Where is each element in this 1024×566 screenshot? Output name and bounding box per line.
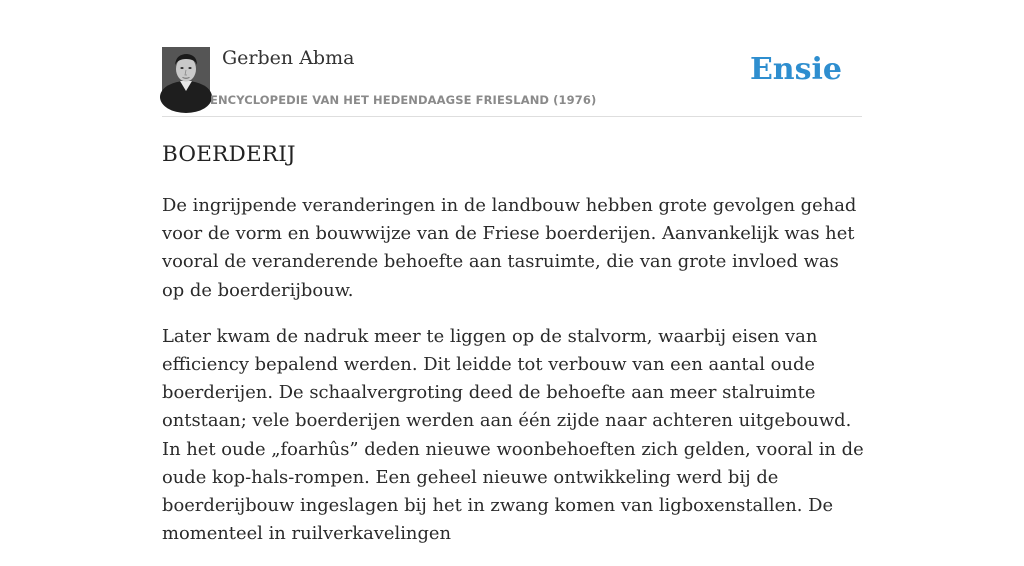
- article-header: [162, 46, 862, 117]
- article-paragraph: Later kwam de nadruk meer te liggen op de stalvorm, waarbij eisen van efficiency bepalend werden. Dit leidde tot verbouw van een aantal oude boerderijen. De schaalvergroting deed de behoefte aan meer stalruimte ontstaan; vele boerderijen werden aan één zijde naar achteren uitgebouwd. In het oude „foarhûs” deden nieuwe woonbehoeften zich gelden, vooral in de oude kop-hals-rompen. Een geheel nieuwe ontwikkeling werd bij de boerderijbouw ingeslagen bij het in zwang komen van ligboxenstallen. De momenteel in ruilverkavelingen: [162, 325, 864, 545]
- source-title[interactable]: ENCYCLOPEDIE VAN HET HEDENDAAGSE FRIESLAND (1976): [210, 93, 597, 107]
- ensie-logo[interactable]: Ensie: [749, 52, 842, 87]
- author-portrait-icon: [162, 47, 210, 95]
- author-name[interactable]: Gerben Abma: [222, 47, 355, 69]
- article-title: BOERDERIJ: [162, 142, 296, 167]
- author-avatar[interactable]: [162, 47, 210, 95]
- article-paragraph: De ingrijpende veranderingen in de landbouw hebben grote gevolgen gehad voor de vorm en bouwwijze van de Friese boerderijen. Aanvankelijk was het vooral de veranderende behoefte aan tasruimte, die van grote invloed was op de boerderijbouw.: [162, 195, 857, 301]
- article-body: [162, 192, 864, 566]
